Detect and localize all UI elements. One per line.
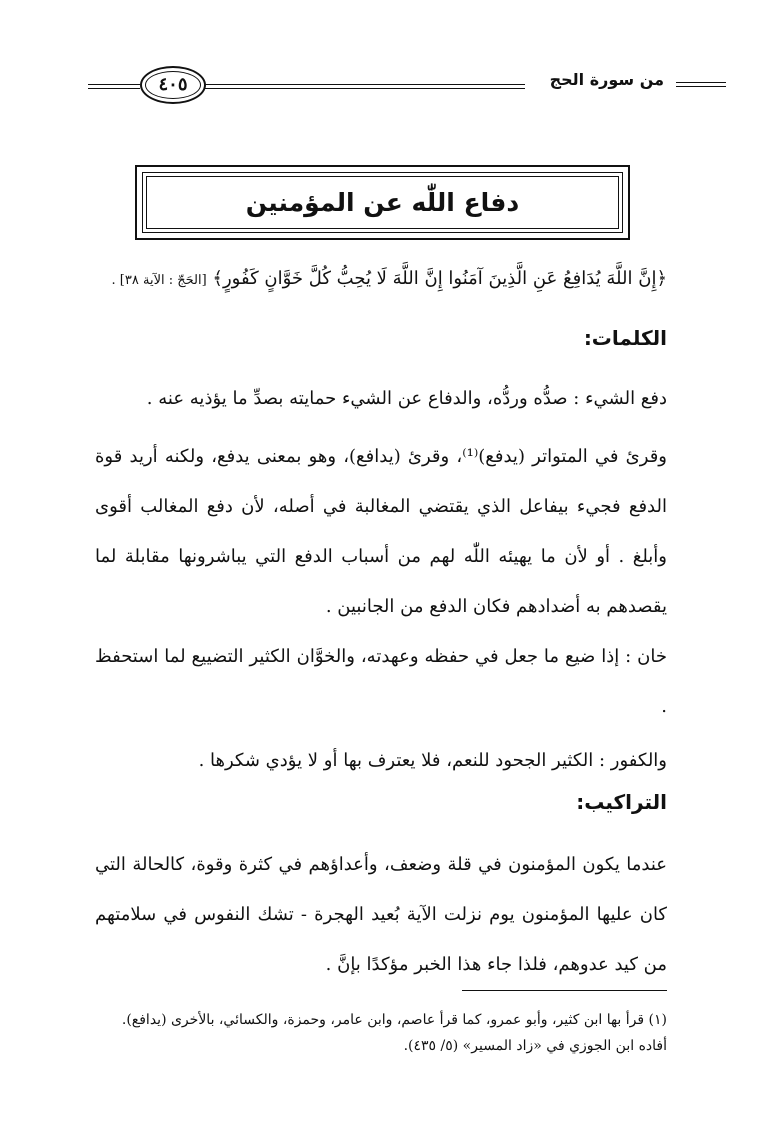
footnote-separator [462,990,667,991]
footnote: (١) قرأ بها ابن كثير، وأبو عمرو، كما قرأ عاصم، وابن عامر، وحمزة، والكسائي، بالأخرى (يدافع). [121,1012,667,1028]
paragraph: وقرئ في المتواتر (يدفع)⁽¹⁾، وقرئ (يدافع)، وهو بمعنى يدفع، ولكنه أريد قوة الدفع فجيء بيفاعل الذي يقتضي المغالبة في أصله، لأن دفع المغالب أقوى وأبلغ . أو لأن ما يهيئه اللّٰه لهم من أسباب الدفع التي يباشرونها مقابلة لما يقصدهم به أضدادهم فكان الدفع من الجانبين . [95,446,667,617]
quran-verse [77,268,667,289]
verse-text: ﴿إِنَّ اللَّهَ يُدَافِعُ عَنِ الَّذِينَ آمَنُوا إِنَّ اللَّهَ لَا يُحِبُّ كُلَّ خَوَّانٍ كَفُورٍ﴾ [212,268,667,289]
structures-heading: التراكيب: [576,790,667,814]
paragraph: دفع الشيء : صدُّه وردُّه، والدفاع عن الشيء حمايته بصدِّ ما يؤذيه عنه . [146,388,667,409]
running-head: من سورة الحج [549,70,664,89]
title-frame [135,165,630,240]
header-rule-middle [205,84,525,89]
page-number: ٤٠٥ [140,66,206,104]
section-title: دفاع اللّٰه عن المؤمنين [245,188,520,217]
header-rule-left [88,84,140,89]
footnote: أفاده ابن الجوزي في «زاد المسير» (٥/ ٤٣٥). [403,1038,667,1054]
paragraph: عندما يكون المؤمنون في قلة وضعف، وأعداؤهم في كثرة وقوة، كالحالة التي كان عليها المؤمنون يوم نزلت الآية بُعيد الهجرة - تشك النفوس في سلامتهم من كيد عدوهم، فلذا جاء هذا الخبر مؤكدًا بإنَّ . [95,854,667,975]
paragraph: والكفور : الكثير الجحود للنعم، فلا يعترف بها أو لا يؤدي شكرها . [198,750,667,771]
paragraph: خان : إذا ضيع ما جعل في حفظه وعهدته، والخوَّان الكثير التضييع لما استحفظ . [95,646,667,717]
verse-reference: [الحَجّ : الآية ٣٨] . [111,273,207,288]
words-heading: الكلمات: [583,326,667,350]
header-rule-right [676,82,726,87]
